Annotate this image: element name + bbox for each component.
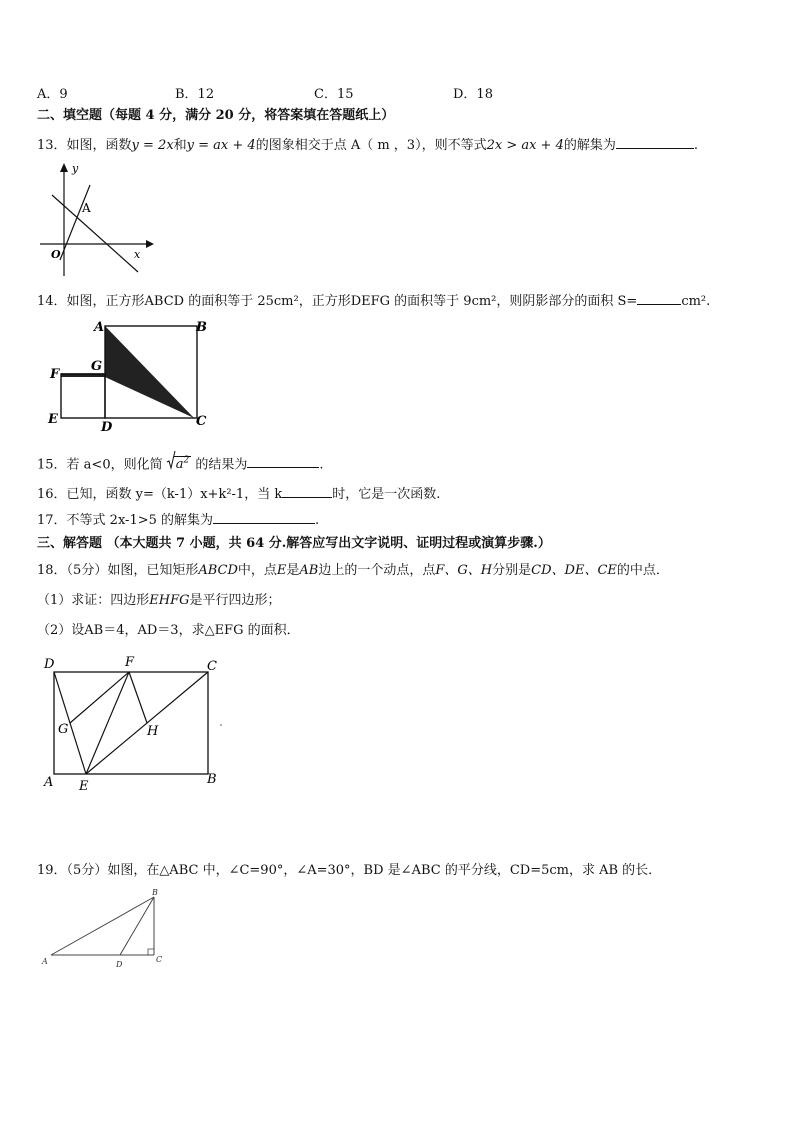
question-18-part-2: （2）设AB＝4，AD＝3，求△EFG 的面积． — [37, 623, 300, 638]
q13-formula-1: y = 2x — [131, 138, 174, 153]
q15-exponent: 2 — [183, 456, 190, 466]
q13-formula-2: y = ax + 4 — [186, 138, 256, 153]
q19-fig-label-d: D — [116, 960, 123, 969]
section-heading-fill-in: 二、填空题（每题 4 分，满分 20 分，将答案填在答题纸上） — [37, 108, 395, 123]
q17-end: . — [315, 513, 320, 528]
q13-fig-label-o: O — [51, 248, 61, 261]
option-a: A．9 — [37, 87, 68, 102]
q14-fig-label-a: A — [94, 320, 105, 335]
option-d: D．18 — [453, 87, 493, 102]
section-heading-solve: 三、解答题 （本大题共 7 小题，共 64 分.解答应写出文字说明、证明过程或演算步骤.） — [37, 536, 551, 551]
q18-fig-label-a: A — [44, 775, 54, 790]
q18-ab: AB — [299, 563, 319, 578]
q14-fig-label-c: C — [196, 414, 207, 429]
question-18-part-1 — [37, 592, 281, 610]
q13-num: 13．如图，函数 — [37, 138, 132, 153]
q16-pre: 16．已知，函数 y=（k-1）x+k²-1，当 k — [37, 487, 283, 502]
q18-sub1-pre: （1）求证：四边形 — [37, 593, 150, 608]
q18-intro: 18．（5分）如图，已知矩形 — [37, 563, 199, 578]
q13-answer-blank — [616, 135, 694, 149]
q18-fig-label-g: G — [58, 722, 69, 737]
question-16 — [37, 484, 440, 504]
q19-fig-label-b: B — [152, 888, 158, 897]
q18-p5: 的中点． — [616, 563, 669, 578]
q18-sub1-post: 是平行四边形； — [189, 593, 281, 608]
q14-answer-blank — [637, 291, 681, 305]
question-14 — [37, 291, 710, 311]
q14-text: 14．如图，正方形ABCD 的面积等于 25cm²，正方形DEFG 的面积等于 9cm²，则阴影部分的面积 S= — [37, 294, 638, 309]
q18-e: E — [276, 563, 287, 578]
question-15 — [37, 452, 324, 474]
q13-rest: 的图象相交于点 A（ m ，3），则不等式 — [255, 138, 487, 153]
q18-p1: 中，点 — [237, 563, 277, 578]
q13-end: . — [693, 138, 699, 153]
q15-end: . — [319, 457, 324, 473]
question-18 — [37, 562, 669, 580]
q13-tail: 的解集为 — [563, 138, 616, 153]
question-13 — [37, 135, 698, 155]
q18-fig-label-f: F — [125, 655, 135, 670]
q18-cd: CD、DE、CE — [531, 563, 617, 578]
q16-post: 时，它是一次函数. — [332, 487, 441, 502]
q18-rect: ABCD — [198, 563, 238, 578]
q14-fig-label-g: G — [91, 359, 103, 374]
q13-fig-label-y: y — [72, 162, 79, 175]
q14-unit: cm². — [681, 294, 711, 309]
q14-fig-label-b: B — [196, 320, 207, 335]
question-19: 19．（5分）如图，在△ABC 中，∠C=90°，∠A=30°，BD 是∠ABC 的平分线，CD=5cm，求 AB 的长． — [37, 863, 662, 878]
q16-answer-blank — [282, 484, 332, 498]
q17-answer-blank — [213, 510, 315, 524]
stray-mark-dot — [220, 724, 222, 726]
q14-fig-label-d: D — [101, 420, 113, 435]
q19-fig-label-a: A — [42, 957, 48, 966]
q19-fig-label-c: C — [156, 955, 163, 964]
q14-figure — [46, 315, 221, 435]
q18-fgh: F、G、H — [435, 563, 493, 578]
q14-fig-label-e: E — [48, 412, 58, 427]
q18-fig-label-e: E — [79, 779, 89, 794]
q15-post: 的结果为 — [195, 457, 248, 473]
q18-fig-label-h: H — [147, 724, 159, 739]
option-b: B．12 — [175, 87, 215, 102]
question-17 — [37, 510, 319, 530]
q17-pre: 17．不等式 2x-1>5 的解集为 — [37, 513, 214, 528]
q18-fig-label-b: B — [207, 772, 217, 787]
q15-sqrt — [167, 452, 192, 474]
q13-mid: 和 — [173, 138, 187, 153]
q14-fig-label-f: F — [50, 367, 60, 382]
q19-figure — [40, 885, 170, 970]
q15-answer-blank — [247, 454, 319, 468]
q18-sub1-quad: EHFG — [149, 593, 190, 608]
option-c: C．15 — [314, 87, 354, 102]
q15-pre: 15．若 a<0，则化简 — [37, 457, 163, 473]
q18-p4: 分别是 — [492, 563, 532, 578]
q13-inequality: 2x > ax + 4 — [486, 138, 564, 153]
q18-fig-label-d: D — [44, 657, 55, 672]
q18-p3: 边上的一个动点，点 — [318, 563, 436, 578]
q18-figure — [40, 655, 230, 795]
q15-radicand: a — [175, 457, 184, 473]
q13-fig-label-x: x — [134, 248, 141, 261]
q13-fig-label-a: A — [82, 201, 91, 215]
q18-p2: 是 — [286, 563, 300, 578]
q13-figure — [34, 160, 154, 278]
q18-fig-label-c: C — [207, 659, 217, 674]
